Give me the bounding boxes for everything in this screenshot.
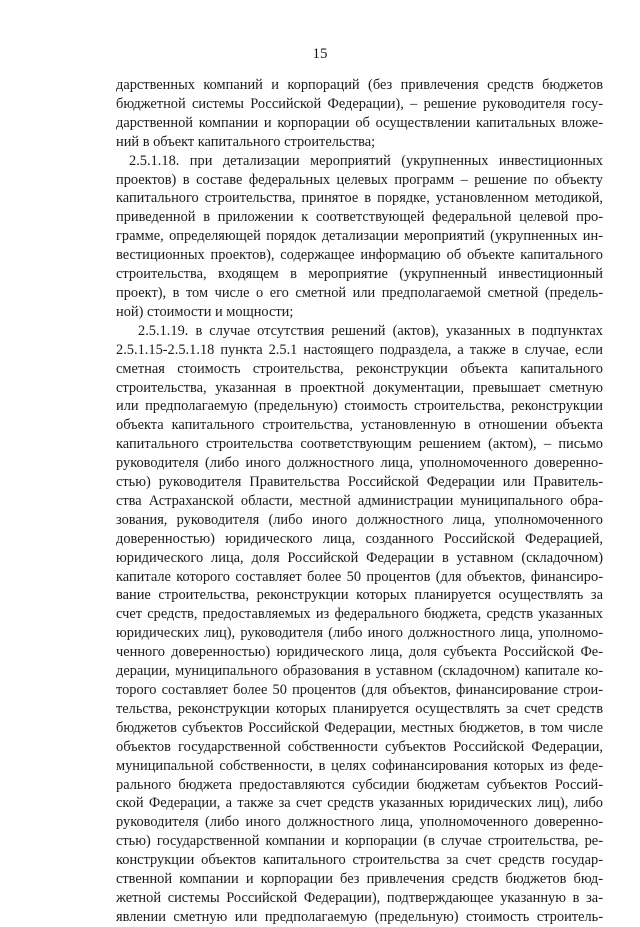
text-line: ства Астраханской области, местной администрации муниципального обра- <box>116 492 603 509</box>
text-line: рального бюджета предоставляются субсидии бюджетам субъектов Россий- <box>116 776 603 793</box>
text-line: конструкции объектов капитального строительства за счет средств государ- <box>116 852 603 869</box>
text-line: бюджетов субъектов Российской Федерации, местных бюджетов, в том числе <box>116 719 603 736</box>
document-body <box>116 76 603 927</box>
text-line: грамме, определяющей порядок детализации мероприятий (укрупненных ин- <box>116 228 603 245</box>
text-line: вестиционных проектов), содержащее информацию об объекте капитального <box>116 247 603 264</box>
text-line: доверенностью) юридического лица, созданного Российской Федерацией, <box>116 530 603 547</box>
text-line: вание строительства, реконструкции которых планируется осуществлять за <box>116 587 603 604</box>
text-line: объекта капитального строительства, установленную в отношении объекта <box>116 417 603 434</box>
text-line: капитале которого составляет более 50 процентов (для объектов, финансиро- <box>116 568 603 585</box>
text-line: зования, руководителя (либо иного должностного лица, уполномоченного <box>116 511 603 528</box>
text-line: руководителя (либо иного должностного лица, уполномоченного доверенно- <box>116 455 603 472</box>
text-line: юридического лица, доля Российской Федерации в уставном (складочном) <box>116 549 603 566</box>
text-line: дарственных компаний и корпораций (без привлечения средств бюджетов <box>116 77 603 93</box>
text-line: проект), в том числе о его сметной или предполагаемой сметной (предель- <box>116 284 603 301</box>
text-line: руководителя (либо иного должностного лица, уполномоченного доверенно- <box>116 814 603 831</box>
text-line: капитального строительства соответствующим решением (актом), – письмо <box>116 436 603 453</box>
text-line: бюджетной системы Российской Федерации), – решение руководителя госу- <box>116 95 603 112</box>
text-line: дерации, муниципального образования в уставном (складочном) капитале ко- <box>116 663 603 680</box>
text-line: тельства, реконструкции которых планируется осуществлять за счет средств <box>116 700 603 717</box>
text-line: торого составляет более 50 процентов (для объектов, финансирование строи- <box>116 682 603 698</box>
text-line: стью) государственной компании и корпорации (в случае строительства, ре- <box>116 833 603 850</box>
text-line: сметная стоимость строительства, реконструкции объекта капитального <box>116 360 603 377</box>
paragraph-p3 <box>116 322 603 927</box>
text-line: ственной компании и корпорации без привлечения средств бюджетов бюд- <box>116 871 603 888</box>
text-line: проектов) в составе федеральных целевых программ – решение по объекту <box>116 171 603 188</box>
text-line: строительства, входящем в мероприятие (укрупненный инвестиционный <box>116 266 603 283</box>
text-line: дарственной компании и корпорации об осуществлении капитальных вложе- <box>116 114 603 131</box>
text-line: счет средств, предоставляемых из федерального бюджета, средств указанных <box>116 606 603 623</box>
text-line: 2.5.1.19. в случае отсутствия решений (актов), указанных в подпунктах <box>138 322 603 339</box>
text-line: приведенной в приложении к соответствующей федеральной целевой про- <box>116 209 603 226</box>
text-line: жетной системы Российской Федерации), подтверждающее указанную в за- <box>116 889 603 906</box>
text-line: ний в объект капитального строительства; <box>116 133 376 150</box>
text-line: явлении сметную или предполагаемую (предельную) стоимость строитель- <box>116 908 603 925</box>
text-line: строительства, указанная в проектной документации, превышает сметную <box>116 379 603 396</box>
paragraph-p2 <box>116 152 603 322</box>
text-line: ской Федерации, а также за счет средств указанных юридических лиц), либо <box>116 795 603 812</box>
text-line: ной) стоимости и мощности; <box>116 303 294 320</box>
text-line: ченного доверенностью) юридического лица, доля субъекта Российской Фе- <box>116 644 603 661</box>
text-line: юридических лиц), руководителя (либо иного должностного лица, уполномо- <box>116 625 603 642</box>
text-line: объектов государственной собственности субъектов Российской Федерации, <box>116 738 603 755</box>
text-line: 2.5.1.18. при детализации мероприятий (укрупненных инвестиционных <box>129 152 603 169</box>
text-line: муниципальной собственности, в целях софинансирования которых из феде- <box>116 757 603 774</box>
text-line: или предполагаемую (предельную) стоимость строительства, реконструкции <box>116 398 603 415</box>
page-number: 15 <box>312 46 328 62</box>
text-line: стью) руководителя Правительства Российской Федерации или Правитель- <box>116 474 603 491</box>
paragraph-p1 <box>116 76 603 152</box>
text-line: 2.5.1.15-2.5.1.18 пункта 2.5.1 настоящего подраздела, а также в случае, если <box>116 341 603 358</box>
text-line: капитального строительства, принятое в порядке, установленном методикой, <box>116 190 603 207</box>
